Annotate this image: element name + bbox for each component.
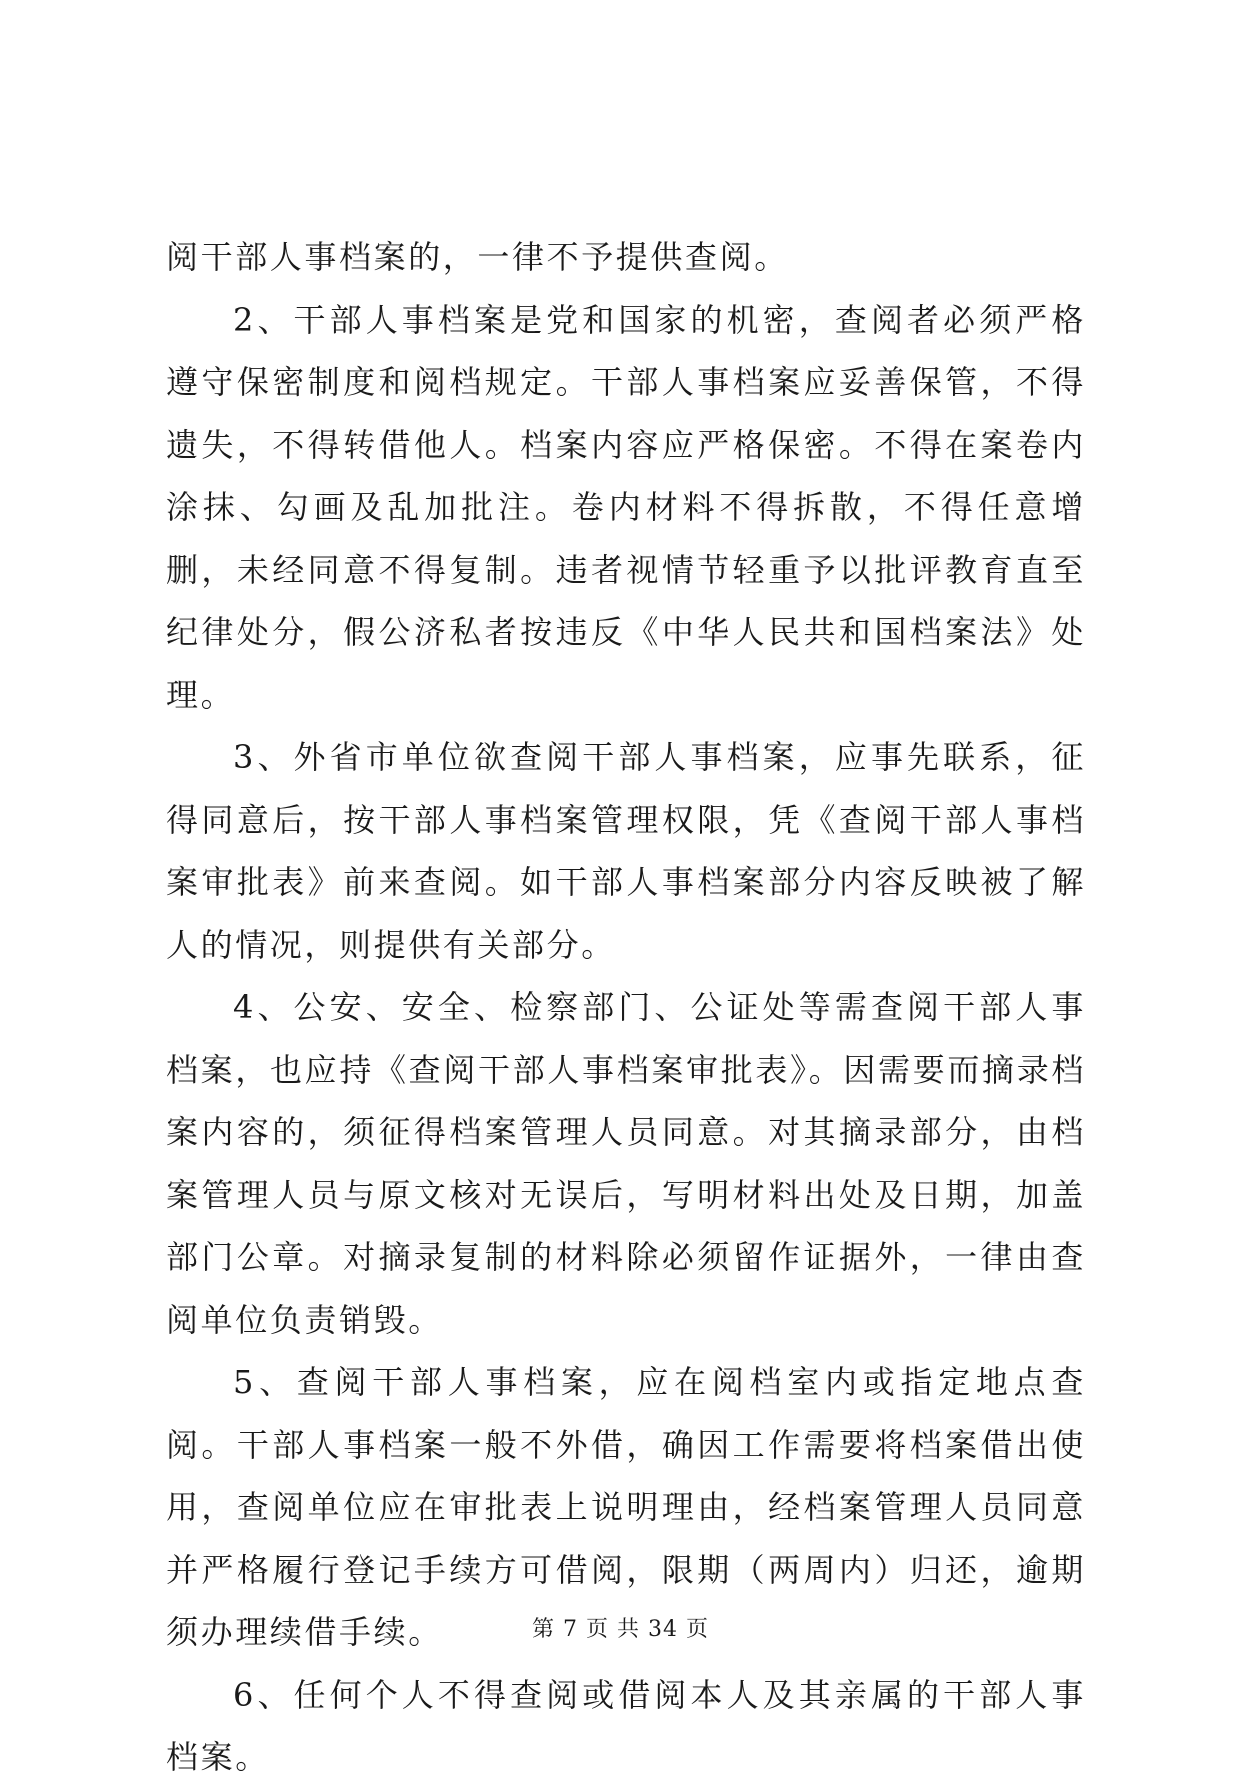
paragraph-continuation: 阅干部人事档案的，一律不予提供查阅。	[166, 238, 789, 276]
document-body	[166, 226, 1086, 1789]
paragraph-item-2: 2、干部人事档案是党和国家的机密，查阅者必须严格遵守保密制度和阅档规定。干部人事档案应妥善保管，不得遗失，不得转借他人。档案内容应严格保密。不得在案卷内涂抹、勾画及乱加批注。卷内材料不得拆散，不得任意增删，未经同意不得复制。违者视情节轻重予以批评教育直至纪律处分，假公济私者按违反《中华人民共和国档案法》处理。	[166, 300, 1086, 714]
paragraph-item-5: 5、查阅干部人事档案，应在阅档室内或指定地点查阅。干部人事档案一般不外借，确因工作需要将档案借出使用，查阅单位应在审批表上说明理由，经档案管理人员同意并严格履行登记手续方可借阅，限期（两周内）归还，逾期须办理续借手续。	[166, 1363, 1086, 1651]
paragraph-item-4: 4、公安、安全、检察部门、公证处等需查阅干部人事档案，也应持《查阅干部人事档案审批表》。因需要而摘录档案内容的，须征得档案管理人员同意。对其摘录部分，由档案管理人员与原文核对无误后，写明材料出处及日期，加盖部门公章。对摘录复制的材料除必须留作证据外，一律由查阅单位负责销毁。	[166, 988, 1086, 1339]
paragraph-item-6: 6、任何个人不得查阅或借阅本人及其亲属的干部人事档案。	[166, 1675, 1086, 1776]
page-number-footer: 第 7 页 共 34 页	[532, 1617, 709, 1642]
paragraph-item-3: 3、外省市单位欲查阅干部人事档案，应事先联系，征得同意后，按干部人事档案管理权限，凭《查阅干部人事档案审批表》前来查阅。如干部人事档案部分内容反映被了解人的情况，则提供有关部分。	[166, 738, 1086, 964]
